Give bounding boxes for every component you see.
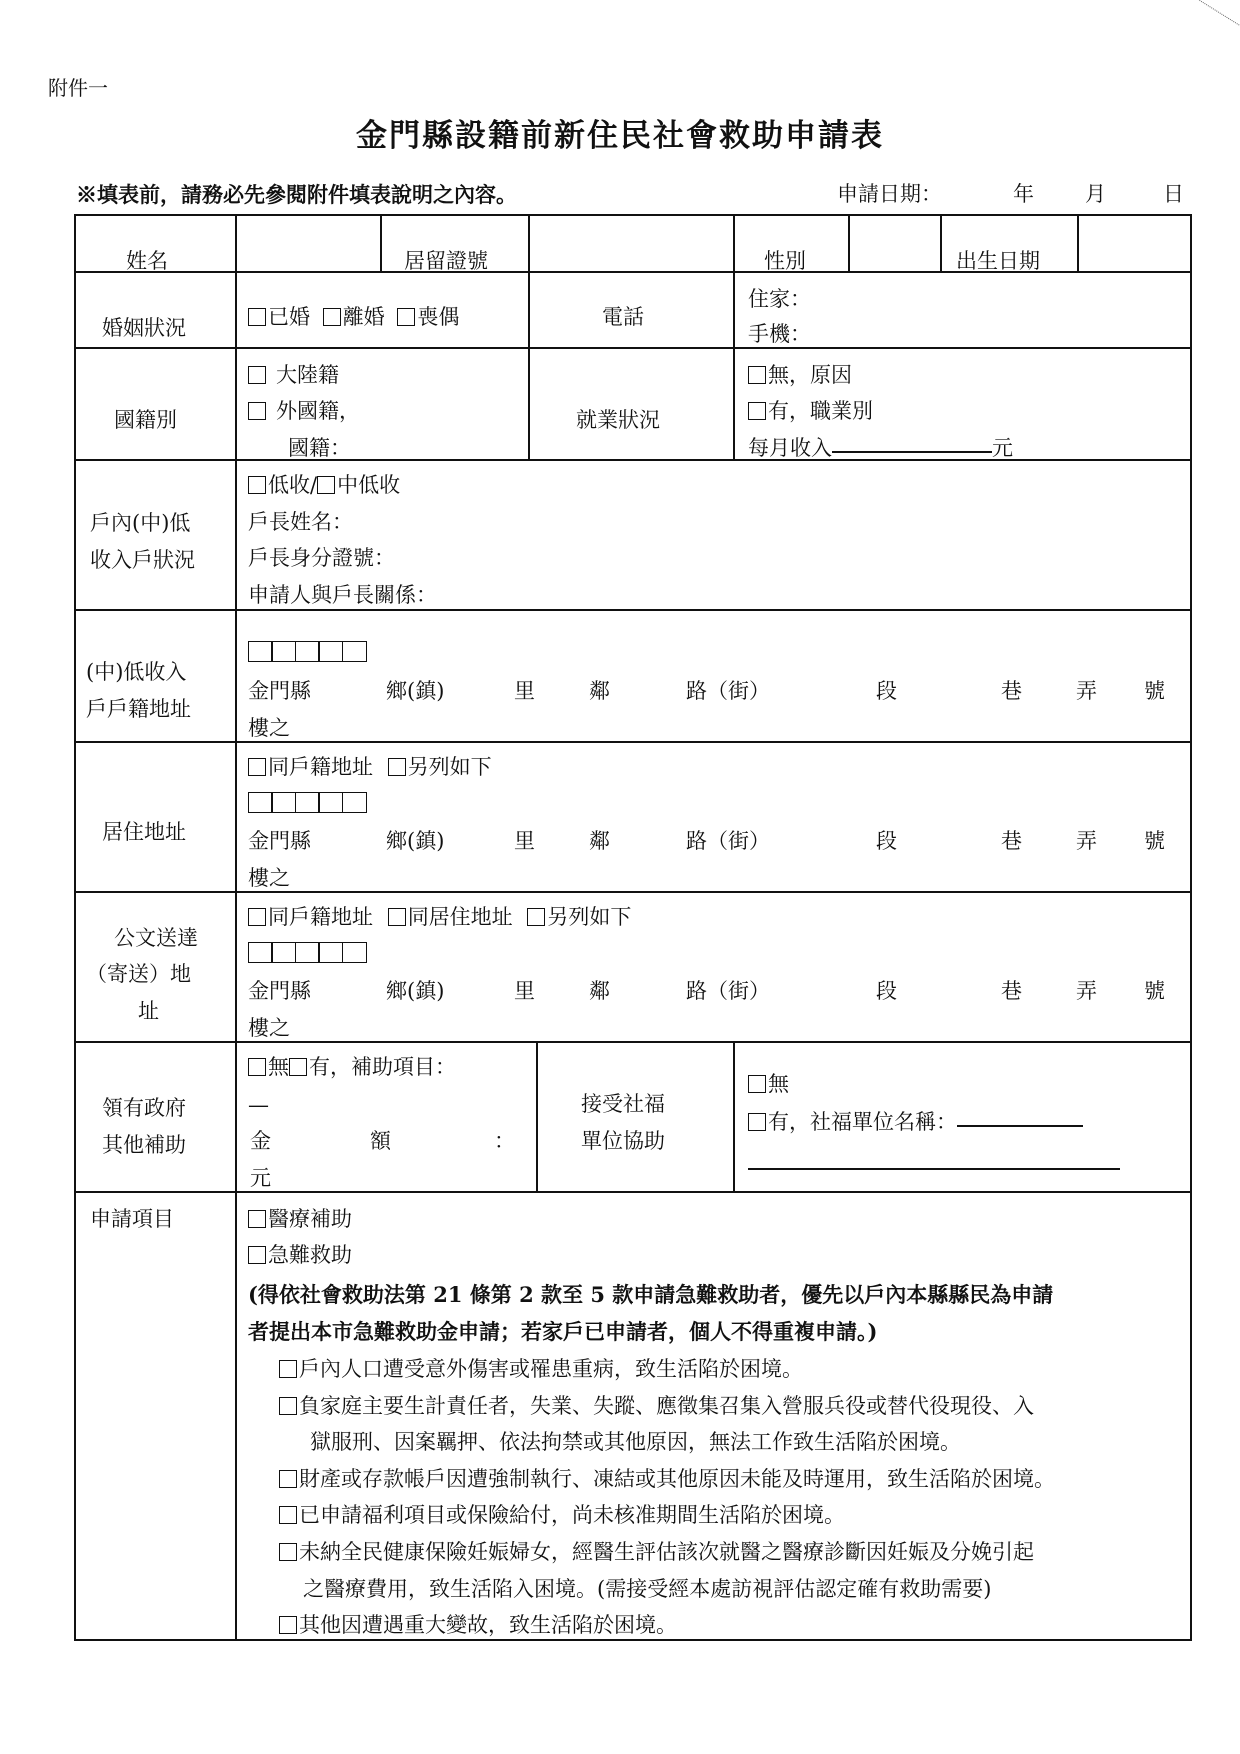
attachment-label: 附件一 — [48, 76, 108, 100]
welfare-has-option — [748, 1110, 1083, 1135]
low-income-label-line2: 收入戶狀況 — [90, 548, 195, 572]
mail-address-line[interactable] — [248, 979, 1188, 1005]
foreign-label: 外國籍， — [276, 399, 360, 423]
mail-same-residence-label: 同居住地址 — [407, 905, 513, 929]
addr-alley: 弄 — [1076, 829, 1097, 853]
addr-village: 里 — [514, 679, 535, 703]
birth-date-field[interactable] — [1079, 216, 1189, 270]
emergency-item-5 — [279, 1540, 1034, 1565]
employment-label: 就業狀況 — [576, 408, 660, 432]
phone-label: 電話 — [602, 305, 644, 329]
medical-subsidy-checkbox[interactable] — [248, 1210, 266, 1228]
employment-has-label: 有，職業別 — [768, 399, 873, 423]
emergency-item-2-text-line2: 獄服刑、因案羈押、依法拘禁或其他原因，無法工作致生活陷於困境。 — [310, 1430, 961, 1454]
household-head-name-label[interactable]: 戶長姓名： — [248, 510, 353, 534]
addr-alley: 弄 — [1076, 679, 1097, 703]
mail-address-floor[interactable]: 樓之 — [248, 1016, 290, 1040]
emergency-item-2-text-line1: 負家庭主要生計責任者，失業、失蹤、應徵集召集入營服兵役或替代役現役、入 — [299, 1394, 1034, 1418]
welfare-label-line2: 單位協助 — [581, 1129, 665, 1153]
welfare-none-option — [748, 1072, 789, 1097]
emergency-item-1-checkbox[interactable] — [279, 1360, 297, 1378]
subsidy-item-blank[interactable]: — — [248, 1093, 269, 1117]
divorced-label: 離婚 — [342, 305, 385, 329]
emergency-relief-label: 急難救助 — [268, 1243, 352, 1267]
nationality-field-label[interactable]: 國籍： — [288, 436, 351, 460]
emergency-item-5-text-line2: 之醫療費用，致生活陷入困境。(需接受經本處訪視評估認定確有救助需要) — [303, 1577, 992, 1601]
addr-township: 鄉(鎮) — [386, 679, 445, 703]
addr-road: 路（街） — [686, 829, 770, 853]
employment-has-option — [748, 399, 873, 424]
marital-status-options — [248, 305, 459, 330]
household-address-line[interactable] — [248, 679, 1188, 705]
application-items-label: 申請項目 — [90, 1207, 174, 1231]
household-head-id-label[interactable]: 戶長身分證號： — [248, 546, 395, 570]
subsidy-label-line1: 領有政府 — [102, 1096, 186, 1120]
foreign-checkbox[interactable] — [248, 402, 266, 420]
medical-subsidy-label: 醫療補助 — [268, 1207, 352, 1231]
low-income-options — [248, 473, 400, 498]
name-field[interactable] — [237, 216, 379, 270]
emergency-note-line2: 者提出本市急難救助金申請；若家戶已申請者，個人不得重複申請。) — [248, 1319, 878, 1344]
name-label: 姓名 — [126, 249, 168, 273]
subsidy-label-line2: 其他補助 — [102, 1133, 186, 1157]
mail-address-label-line1: 公文送達 — [114, 926, 198, 950]
residence-address-line[interactable] — [248, 829, 1188, 855]
addr-number: 號 — [1144, 979, 1165, 1003]
addr-county: 金門縣 — [248, 979, 311, 1003]
mail-other-checkbox[interactable] — [527, 908, 545, 926]
addr-number: 號 — [1144, 829, 1165, 853]
household-address-label-line1: (中)低收入 — [86, 660, 187, 684]
emergency-item-2 — [279, 1394, 1034, 1419]
applicant-relation-label[interactable]: 申請人與戶長關係： — [248, 583, 437, 607]
household-postal-code-boxes[interactable] — [248, 641, 365, 668]
mail-address-label-line2: （寄送）地 — [86, 962, 191, 986]
residence-other-checkbox[interactable] — [388, 758, 406, 776]
emergency-item-4-text: 已申請福利項目或保險給付，尚未核准期間生活陷於困境。 — [299, 1503, 845, 1527]
welfare-label-line1: 接受社福 — [581, 1092, 665, 1116]
emergency-relief-option — [248, 1243, 352, 1268]
emergency-item-3-text: 財產或存款帳戶因遭強制執行、凍結或其他原因未能及時運用，致生活陷於困境。 — [299, 1467, 1055, 1491]
married-label: 已婚 — [268, 305, 310, 329]
addr-village: 里 — [514, 979, 535, 1003]
addr-section: 段 — [876, 979, 897, 1003]
addr-township: 鄉(鎮) — [386, 829, 445, 853]
subsidy-none-checkbox[interactable] — [248, 1058, 266, 1076]
nationality-label: 國籍別 — [114, 408, 177, 432]
mainland-option — [248, 363, 339, 388]
addr-alley: 弄 — [1076, 979, 1097, 1003]
apply-date-day[interactable]: 日 — [1163, 182, 1184, 206]
subsidy-amount-unit: 元 — [250, 1166, 271, 1190]
emergency-item-4-checkbox[interactable] — [279, 1506, 297, 1524]
residence-same-household-checkbox[interactable] — [248, 758, 266, 776]
apply-date-month[interactable]: 月 — [1085, 182, 1106, 206]
apply-date-label: 申請日期： — [837, 182, 942, 206]
addr-township: 鄉(鎮) — [386, 979, 445, 1003]
birth-date-label: 出生日期 — [956, 249, 1040, 273]
gender-field[interactable] — [850, 216, 939, 270]
addr-neighborhood: 鄰 — [589, 679, 610, 703]
subsidy-has-checkbox[interactable] — [289, 1058, 307, 1076]
mid-low-income-checkbox[interactable] — [317, 476, 335, 494]
medical-subsidy-option — [248, 1207, 352, 1232]
household-address-label-line2: 戶戶籍地址 — [86, 697, 191, 721]
welfare-none-checkbox[interactable] — [748, 1075, 766, 1093]
mobile-phone-label[interactable]: 手機： — [748, 322, 811, 346]
low-income-label-line1: 戶內(中)低 — [90, 511, 191, 535]
subsidy-options — [248, 1055, 456, 1080]
gender-label: 性別 — [764, 249, 806, 273]
addr-road: 路（街） — [686, 979, 770, 1003]
addr-county: 金門縣 — [248, 679, 311, 703]
married-checkbox[interactable] — [248, 308, 266, 326]
mail-address-options — [248, 905, 631, 930]
emergency-item-5-text-line1: 未納全民健康保險妊娠婦女，經醫生評估該次就醫之醫療診斷因妊娠及分娩引起 — [299, 1540, 1034, 1564]
mid-low-income-option-label: 中低收 — [337, 473, 401, 497]
addr-section: 段 — [876, 829, 897, 853]
emergency-relief-checkbox[interactable] — [248, 1246, 266, 1264]
emergency-item-3 — [279, 1467, 1055, 1492]
addr-neighborhood: 鄰 — [589, 829, 610, 853]
subsidy-amount-char1: 金 — [250, 1129, 271, 1153]
employment-none-label: 無，原因 — [768, 363, 852, 387]
employment-has-checkbox[interactable] — [748, 402, 766, 420]
addr-village: 里 — [514, 829, 535, 853]
low-income-option-label: 低收/ — [268, 473, 318, 497]
emergency-item-1-text: 戶內人口遭受意外傷害或罹患重病，致生活陷於困境。 — [299, 1357, 803, 1381]
emergency-item-6-text: 其他因遭遇重大變故，致生活陷於困境。 — [299, 1613, 677, 1637]
emergency-item-2-checkbox[interactable] — [279, 1397, 297, 1415]
apply-date-year[interactable]: 年 — [1013, 182, 1034, 206]
household-address-floor[interactable]: 樓之 — [248, 716, 290, 740]
emergency-item-3-checkbox[interactable] — [279, 1470, 297, 1488]
mainland-checkbox[interactable] — [248, 366, 266, 384]
divorced-checkbox[interactable] — [323, 308, 341, 326]
residence-same-household-label: 同戶籍地址 — [268, 755, 373, 779]
form-title: 金門縣設籍前新住民社會救助申請表 — [356, 118, 884, 154]
emergency-item-5-checkbox[interactable] — [279, 1543, 297, 1561]
addr-section: 段 — [876, 679, 897, 703]
employment-none-checkbox[interactable] — [748, 366, 766, 384]
widowed-checkbox[interactable] — [397, 308, 415, 326]
monthly-income-unit: 元 — [992, 436, 1013, 460]
monthly-income — [748, 436, 1013, 461]
monthly-income-field[interactable] — [832, 451, 992, 453]
emergency-note-line1: (得依社會救助法第 21 條第 2 款至 5 款申請急難救助者，優先以戶內本縣縣民為申請 — [248, 1282, 1054, 1307]
emergency-item-6 — [279, 1613, 677, 1638]
addr-lane: 巷 — [1001, 979, 1022, 1003]
mail-same-household-label: 同戶籍地址 — [268, 905, 373, 929]
addr-number: 號 — [1144, 679, 1165, 703]
addr-road: 路（街） — [686, 679, 770, 703]
emergency-item-6-checkbox[interactable] — [279, 1616, 297, 1634]
fill-notice: ※填表前，請務必先參閱附件填表說明之內容。 — [76, 182, 517, 207]
subsidy-has-label: 有，補助項目： — [309, 1055, 456, 1079]
widowed-label: 喪偶 — [417, 305, 460, 329]
subsidy-none-label: 無 — [268, 1055, 289, 1079]
residence-postal-code-boxes[interactable] — [248, 792, 365, 819]
mail-postal-code-boxes[interactable] — [248, 942, 365, 969]
marital-status-label: 婚姻狀況 — [102, 316, 186, 340]
home-phone-label[interactable]: 住家： — [748, 287, 811, 311]
welfare-unit-name-line2[interactable] — [748, 1168, 1120, 1170]
residence-address-floor[interactable]: 樓之 — [248, 866, 290, 890]
addr-neighborhood: 鄰 — [589, 979, 610, 1003]
welfare-has-label: 有，社福單位名稱： — [768, 1110, 957, 1134]
emergency-item-4 — [279, 1503, 845, 1528]
residence-address-label: 居住地址 — [102, 820, 186, 844]
mail-same-residence-checkbox[interactable] — [388, 908, 406, 926]
low-income-checkbox[interactable] — [248, 476, 266, 494]
residence-other-label: 另列如下 — [407, 755, 492, 779]
employment-none-option — [748, 363, 852, 388]
monthly-income-label: 每月收入 — [748, 436, 832, 460]
subsidy-amount-colon[interactable]: ： — [494, 1129, 515, 1153]
welfare-has-checkbox[interactable] — [748, 1113, 766, 1131]
addr-county: 金門縣 — [248, 829, 311, 853]
residence-address-options — [248, 755, 492, 780]
mail-other-label: 另列如下 — [547, 905, 632, 929]
mail-address-label-line3: 址 — [138, 999, 159, 1023]
residence-no-field[interactable] — [530, 216, 732, 270]
welfare-unit-name-field[interactable] — [957, 1125, 1083, 1127]
addr-lane: 巷 — [1001, 679, 1022, 703]
welfare-none-label: 無 — [768, 1072, 789, 1096]
mail-same-household-checkbox[interactable] — [248, 908, 266, 926]
mainland-label: 大陸籍 — [276, 363, 339, 387]
corner-fold-line — [1120, 0, 1240, 31]
foreign-option — [248, 399, 360, 424]
emergency-item-1 — [279, 1357, 803, 1382]
subsidy-amount-char2: 額 — [370, 1129, 391, 1153]
addr-lane: 巷 — [1001, 829, 1022, 853]
residence-no-label: 居留證號 — [404, 249, 488, 273]
